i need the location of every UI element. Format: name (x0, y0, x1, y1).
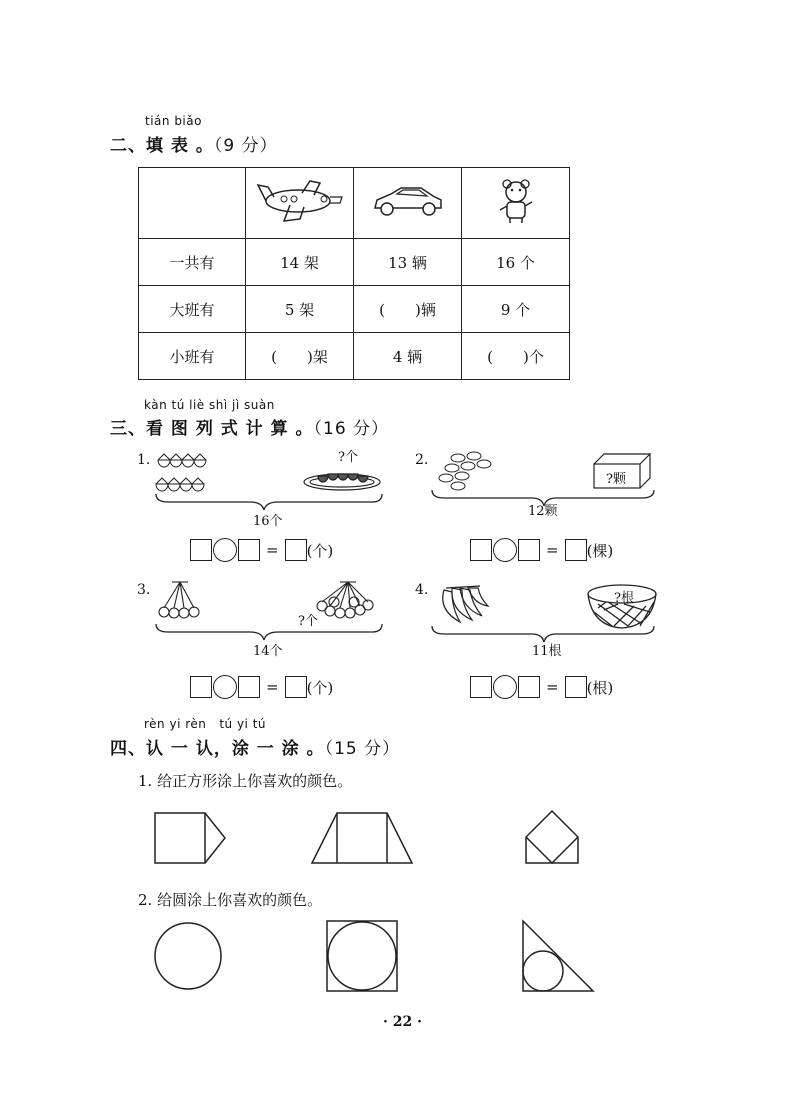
answer-box[interactable] (190, 676, 212, 698)
banana-icon (443, 586, 488, 622)
row-label: 大班有 (139, 286, 246, 333)
problem4-question-label: ?根 (614, 591, 634, 606)
table-cell-blank[interactable]: ( )辆 (354, 286, 462, 333)
question2-text: 2. 给圆涂上你喜欢的颜色。 (138, 891, 323, 909)
section2-heading (110, 131, 278, 156)
operator-circle[interactable] (213, 538, 237, 562)
plate-icon (304, 474, 380, 490)
section4-score: （15 分） (324, 739, 401, 759)
section3-heading (110, 414, 389, 439)
square-with-triangle-shape[interactable] (155, 813, 225, 863)
strawberry-icon (156, 454, 206, 491)
problem1-number: 1. (137, 452, 151, 468)
problem3-question-label: ?个 (298, 614, 318, 629)
question1-text: 1. 给正方形涂上你喜欢的颜色。 (138, 772, 353, 790)
problem1-question-label: ?个 (338, 450, 358, 465)
problem1-total: 16个 (253, 514, 283, 529)
operator-circle[interactable] (493, 675, 517, 699)
section2-title: 二、填 表 。 (110, 136, 214, 156)
diamond-square-shape[interactable] (526, 811, 578, 863)
operator-circle[interactable] (213, 675, 237, 699)
brace (156, 624, 382, 640)
table-corner-cell (139, 168, 246, 239)
circle-shape[interactable] (155, 923, 221, 989)
candy-icon (439, 452, 491, 490)
problem4-equation (470, 675, 613, 699)
answer-box[interactable] (518, 676, 540, 698)
table-row (139, 239, 570, 286)
row-label: 一共有 (139, 239, 246, 286)
problem2-total: 12颗 (528, 504, 558, 519)
equals-sign: = (266, 678, 279, 696)
cherry-icon (159, 582, 373, 618)
section3-pinyin: kàn tú liè shì jì suàn (144, 398, 275, 412)
table-cell: 13 辆 (354, 239, 462, 286)
table-cell: 4 辆 (354, 333, 462, 380)
table-header-row (139, 168, 570, 239)
section4-title: 四、认 一 认，涂 一 涂 。 (110, 739, 325, 759)
section4-pinyin: rèn yi rèn tú yi tú (144, 717, 267, 731)
answer-box[interactable] (565, 676, 587, 698)
problem4-number: 4. (415, 582, 429, 598)
table-cell-blank[interactable]: ( )个 (462, 333, 570, 380)
table-cell: 14 架 (246, 239, 354, 286)
unit-label: (棵) (586, 541, 614, 560)
trapezoid-shape[interactable] (312, 813, 412, 863)
page-number: · 22 · (383, 1014, 422, 1030)
bear-toy-icon (496, 176, 536, 226)
answer-box[interactable] (565, 539, 587, 561)
unit-label: (个) (306, 678, 334, 697)
unit-label: (个) (306, 541, 334, 560)
problem2-question-label: ?颗 (606, 472, 626, 487)
section3-score: （16 分） (313, 419, 390, 439)
table-cell: 9 个 (462, 286, 570, 333)
unit-label: (根) (586, 678, 614, 697)
answer-box[interactable] (518, 539, 540, 561)
q2-shapes (150, 918, 610, 996)
equals-sign: = (266, 541, 279, 559)
brace (156, 494, 382, 510)
table-row (139, 286, 570, 333)
equals-sign: = (546, 541, 559, 559)
fill-table (138, 167, 570, 380)
row-label: 小班有 (139, 333, 246, 380)
problem2-number: 2. (415, 452, 429, 468)
table-cell: 16 个 (462, 239, 570, 286)
square-with-circle-shape[interactable] (327, 921, 397, 991)
problem3-equation (190, 675, 333, 699)
answer-box[interactable] (190, 539, 212, 561)
table-cell: 5 架 (246, 286, 354, 333)
table-row (139, 333, 570, 380)
answer-box[interactable] (285, 676, 307, 698)
operator-circle[interactable] (493, 538, 517, 562)
bear-cell (462, 168, 570, 239)
answer-box[interactable] (470, 676, 492, 698)
problem3-number: 3. (137, 582, 151, 598)
q1-shapes (150, 805, 600, 875)
answer-box[interactable] (285, 539, 307, 561)
plane-cell (246, 168, 354, 239)
section3-title: 三、看 图 列 式 计 算 。 (110, 419, 314, 439)
section2-pinyin: tián biǎo (145, 114, 202, 128)
problem4-total: 11根 (532, 644, 562, 659)
answer-box[interactable] (238, 539, 260, 561)
answer-box[interactable] (238, 676, 260, 698)
problem1-equation (190, 538, 333, 562)
car-cell (354, 168, 462, 239)
triangle-with-circle-shape[interactable] (523, 921, 593, 991)
plane-icon (254, 175, 346, 227)
problem3-total: 14个 (253, 644, 283, 659)
table-cell-blank[interactable]: ( )架 (246, 333, 354, 380)
answer-box[interactable] (470, 539, 492, 561)
section2-score: （9 分） (213, 136, 278, 156)
section4-heading (110, 734, 400, 759)
problem2-equation (470, 538, 613, 562)
car-icon (371, 180, 445, 222)
equals-sign: = (546, 678, 559, 696)
